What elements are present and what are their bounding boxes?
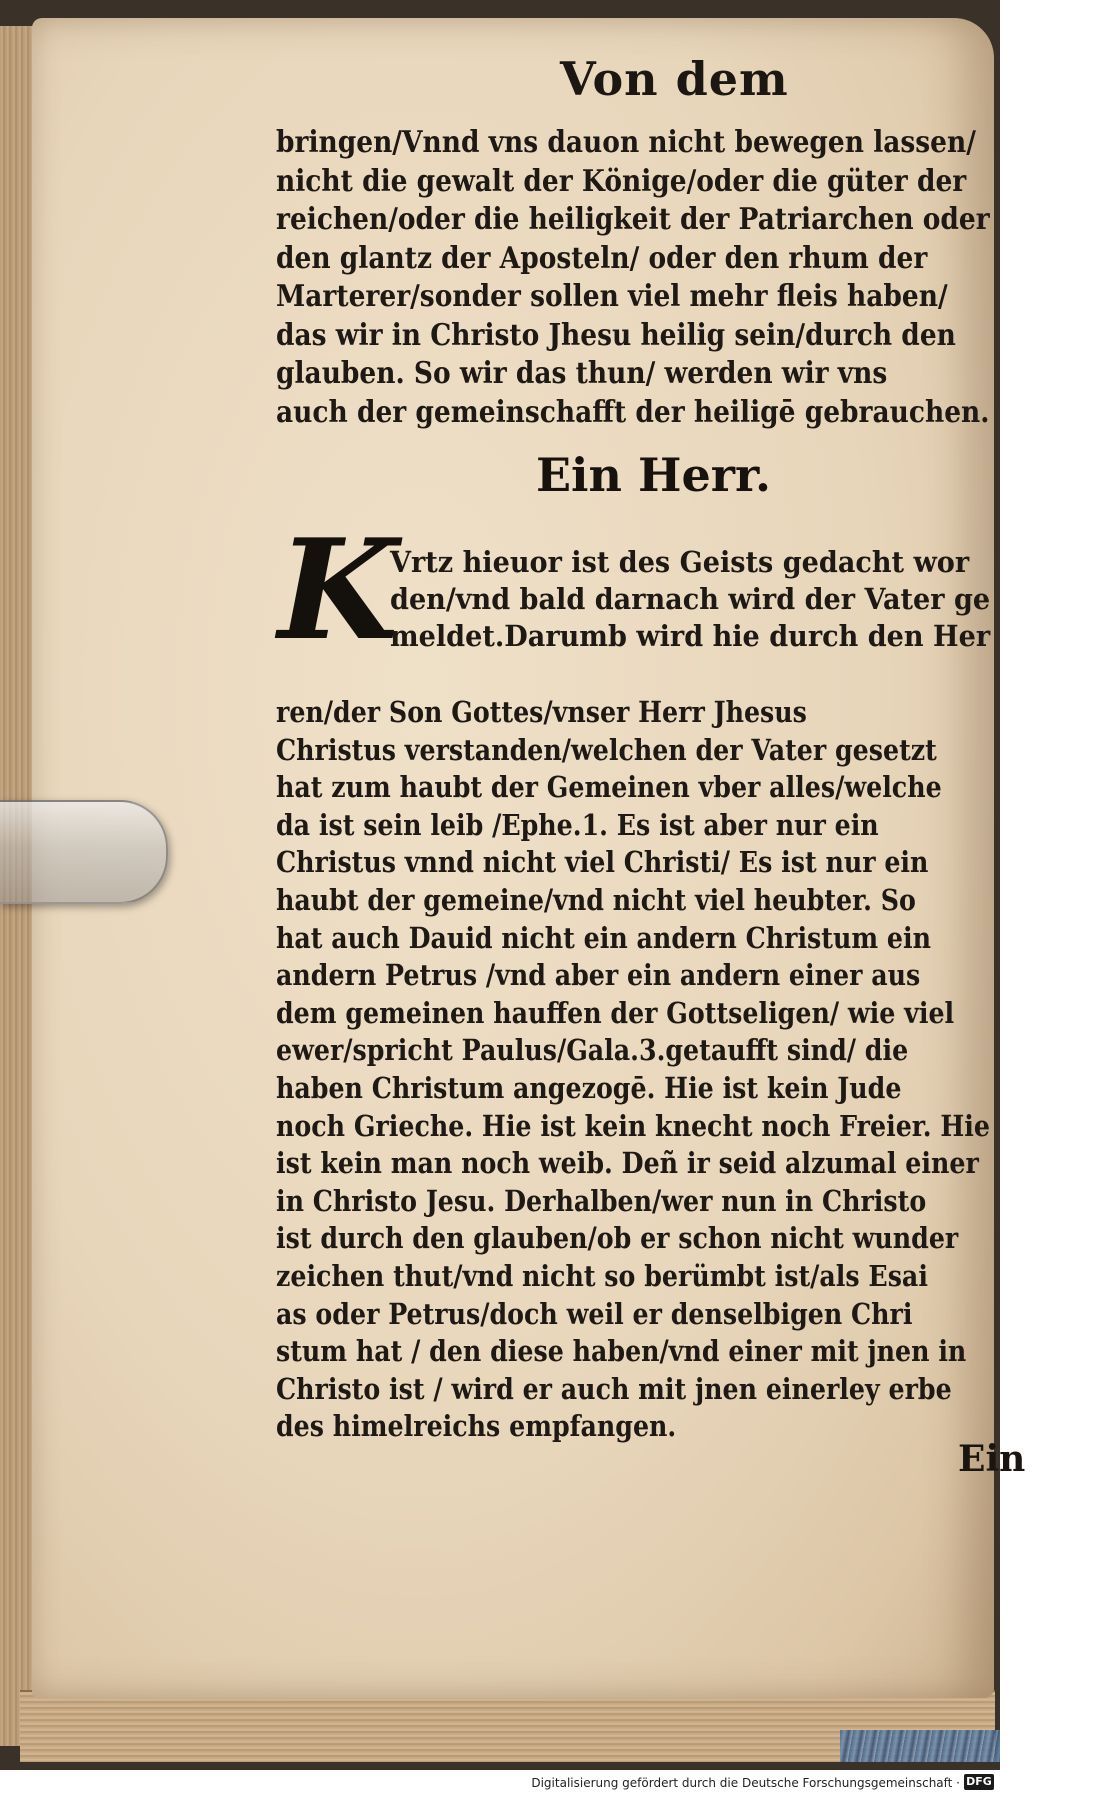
text-line: as oder Petrus/doch weil er denselbigen Chri <box>276 1296 913 1331</box>
text-line: Vrtz hieuor ist des Geists gedacht wor <box>390 545 970 579</box>
drop-cap: K <box>278 508 398 671</box>
dfg-logo: DFG <box>964 1774 994 1790</box>
footer-credit: Digitalisierung gefördert durch die Deutsche Forschungsgemeinschaft · <box>531 1776 960 1790</box>
paragraph-2 <box>276 695 1095 1450</box>
text-line: haubt der gemeine/vnd nicht viel heubter. So <box>276 882 916 917</box>
blue-tape <box>840 1730 1000 1762</box>
text-line: hat auch Dauid nicht ein andern Christum ein <box>276 920 931 955</box>
text-line: des himelreichs empfangen. <box>276 1409 677 1444</box>
text-line: ren/der Son Gottes/vnser Herr Jhesus <box>276 695 807 729</box>
text-line: zeichen thut/vnd nicht so berümbt ist/als Esai <box>276 1258 928 1293</box>
text-line: nicht die gewalt der Könige/oder die güter der <box>276 163 967 199</box>
text-line: haben Christum angezogē. Hie ist kein Jude <box>276 1070 902 1105</box>
text-line: in Christo Jesu. Derhalben/wer nun in Christo <box>276 1183 927 1218</box>
text-line: Marterer/sonder sollen viel mehr fleis haben/ <box>276 279 948 314</box>
paragraph-2-indented <box>390 545 1033 659</box>
text-line: stum hat / den diese haben/vnd einer mit jnen in <box>276 1334 967 1369</box>
section-heading: Ein Herr. <box>536 448 771 502</box>
page-clip <box>0 800 168 904</box>
text-line: glauben. So wir das thun/ werden wir vns <box>276 356 888 391</box>
text-line: ewer/spricht Paulus/Gala.3.getaufft sind/ die <box>276 1033 909 1068</box>
text-line: da ist sein leib /Ephe.1. Es ist aber nur ein <box>276 807 879 842</box>
text-line: den glantz der Aposteln/ oder den rhum der <box>276 240 928 276</box>
running-head: Von dem <box>560 52 789 106</box>
text-line: meldet.Darumb wird hie durch den Her <box>390 619 991 653</box>
text-line: auch der gemeinschafft der heiligē gebrauchen. <box>276 394 990 430</box>
text-line: Christus vnnd nicht viel Christi/ Es ist nur ein <box>276 845 929 880</box>
text-line: das wir in Christo Jhesu heilig sein/durch den <box>276 317 956 353</box>
text-line: Christo ist / wird er auch mit jnen einerley erbe <box>276 1371 952 1406</box>
text-line: noch Grieche. Hie ist kein knecht noch Freier. Hie <box>276 1108 990 1143</box>
text-line: andern Petrus /vnd aber ein andern einer aus <box>276 958 921 993</box>
paragraph-1 <box>276 125 1085 436</box>
text-line: dem gemeinen hauffen der Gottseligen/ wie viel <box>276 995 955 1030</box>
footer-bar <box>0 1770 1000 1796</box>
text-line: hat zum haubt der Gemeinen vber alles/welche <box>276 770 942 805</box>
text-line: ist kein man noch weib. Deñ ir seid alzumal einer <box>276 1146 979 1181</box>
text-line: Christus verstanden/welchen der Vater gesetzt <box>276 732 937 767</box>
text-line: bringen/Vnnd vns dauon nicht bewegen lassen/ <box>276 125 976 160</box>
text-line: ist durch den glauben/ob er schon nicht wunder <box>276 1221 959 1256</box>
text-line: den/vnd bald darnach wird der Vater ge <box>390 582 991 616</box>
text-line: reichen/oder die heiligkeit der Patriarchen oder <box>276 202 990 237</box>
catchword: Ein <box>958 1438 1026 1480</box>
